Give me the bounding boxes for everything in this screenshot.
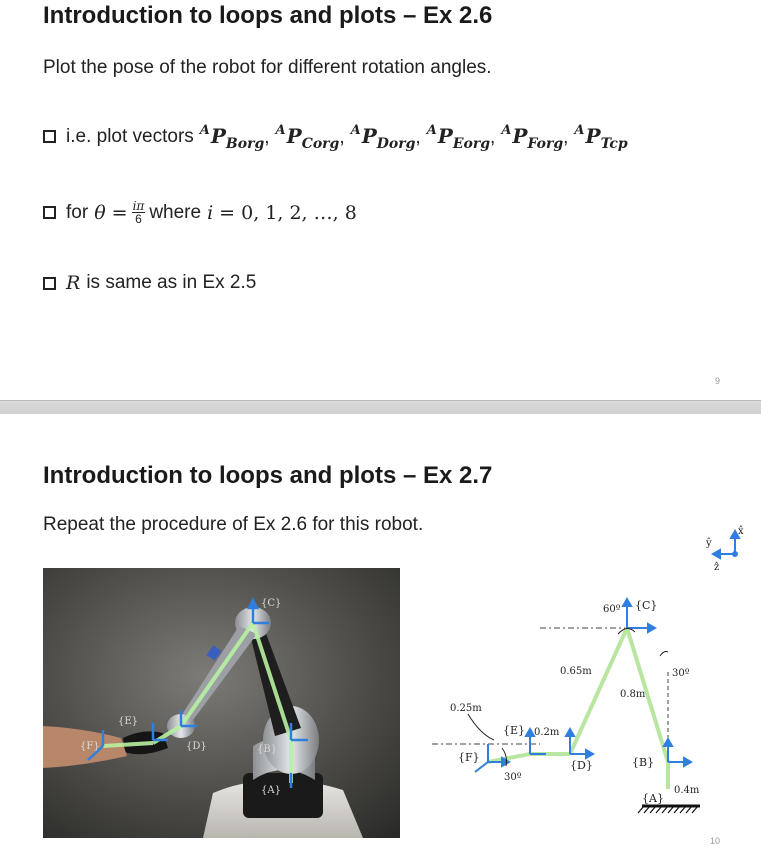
theta-symbol: θ = — [94, 201, 128, 224]
fraction-numerator: iπ — [132, 199, 145, 213]
vector-symbol: P — [210, 124, 226, 148]
bullet-box-icon — [43, 206, 56, 219]
link-e-f — [488, 754, 530, 762]
vector-separator: , — [563, 127, 569, 148]
fraction-denominator: 6 — [135, 212, 142, 226]
index-i: i — [207, 201, 214, 224]
vector-separator: , — [339, 127, 345, 148]
frame-f: {F} — [458, 751, 480, 764]
bullet-text: i.e. plot vectors — [66, 125, 194, 147]
axis-x-label: x̂ — [738, 526, 744, 537]
length-025: 0.25m — [450, 703, 482, 714]
frame-b: {B} — [632, 756, 655, 769]
kinematic-diagram — [420, 504, 760, 854]
vector-superscript: A — [350, 122, 361, 138]
vector-symbol: P — [286, 124, 302, 148]
vector-subscript: Eorg — [452, 136, 491, 152]
vector-term — [275, 122, 340, 152]
vector-subscript: Forg — [527, 136, 564, 152]
vector-subscript: Corg — [301, 136, 340, 152]
photo-frame-a: {A} — [261, 785, 281, 796]
robot-photo — [43, 568, 400, 838]
bullet-plot-vectors — [43, 122, 628, 152]
vector-superscript: A — [275, 122, 286, 138]
vector-symbol: P — [437, 124, 453, 148]
slide-divider — [0, 400, 761, 415]
photo-frame-e: {E} — [118, 716, 139, 727]
photo-frame-f: {F} — [80, 741, 100, 752]
fraction — [132, 200, 146, 225]
robot-base — [243, 773, 323, 818]
vector-separator: , — [415, 127, 421, 148]
photo-frame-d: {D} — [186, 741, 207, 752]
bullet-rotation — [43, 272, 256, 294]
link-c-d — [570, 628, 627, 754]
rotation-symbol: R — [66, 272, 81, 294]
vector-term — [501, 122, 564, 152]
vector-list — [194, 122, 628, 152]
vector-term — [199, 122, 265, 152]
angle-arc-30-top — [660, 652, 668, 657]
slide-ex-2-7 — [0, 414, 761, 854]
page-number: 10 — [710, 836, 721, 846]
axis-y-label: ŷ — [706, 538, 712, 549]
vector-separator: , — [490, 127, 496, 148]
vector-term — [574, 122, 628, 152]
vector-symbol: P — [512, 124, 528, 148]
photo-frame-b: {B} — [257, 744, 278, 755]
vector-subscript: Dorg — [376, 136, 416, 152]
slide-ex-2-6 — [0, 0, 761, 400]
vector-superscript: A — [574, 122, 585, 138]
vector-superscript: A — [501, 122, 512, 138]
pointer-025 — [468, 714, 494, 740]
axis-legend — [713, 531, 739, 558]
photo-frame-c: {C} — [261, 598, 282, 609]
frame-a: {A} — [642, 792, 664, 805]
length-02: 0.2m — [534, 727, 560, 738]
slide-intro: Plot the pose of the robot for different rotation angles. — [43, 57, 492, 78]
vector-term — [350, 122, 416, 152]
slide-title: Introduction to loops and plots – Ex 2.6 — [43, 2, 493, 29]
length-08: 0.8m — [620, 689, 646, 700]
where-text: where — [149, 201, 202, 223]
bullet-box-icon — [43, 130, 56, 143]
angle-30-bottom: 30º — [504, 772, 522, 783]
slide-intro: Repeat the procedure of Ex 2.6 for this robot. — [43, 514, 424, 535]
page-number: 9 — [715, 376, 721, 386]
length-065: 0.65m — [560, 666, 592, 677]
bullet-text: is same as in Ex 2.5 — [86, 272, 257, 293]
angle-30-top: 30º — [672, 668, 690, 679]
bullet-text: for — [66, 201, 89, 223]
vector-term — [426, 122, 491, 152]
slide-title: Introduction to loops and plots – Ex 2.7 — [43, 462, 493, 489]
bullet-box-icon — [43, 277, 56, 290]
vector-separator: , — [264, 127, 270, 148]
angle-60: 60º — [603, 604, 621, 615]
vector-superscript: A — [199, 122, 210, 138]
axis-z-label: ẑ — [714, 562, 720, 573]
vector-subscript: Borg — [225, 136, 265, 152]
index-values: = 0, 1, 2, …, 8 — [219, 201, 357, 224]
frame-d: {D} — [570, 759, 593, 772]
vector-subscript: Tcp — [600, 136, 628, 152]
vector-symbol: P — [361, 124, 377, 148]
length-04: 0.4m — [674, 785, 700, 796]
bullet-theta — [43, 200, 357, 225]
frame-e: {E} — [503, 724, 526, 737]
vector-superscript: A — [426, 122, 437, 138]
vector-symbol: P — [585, 124, 601, 148]
frame-c: {C} — [635, 599, 658, 612]
